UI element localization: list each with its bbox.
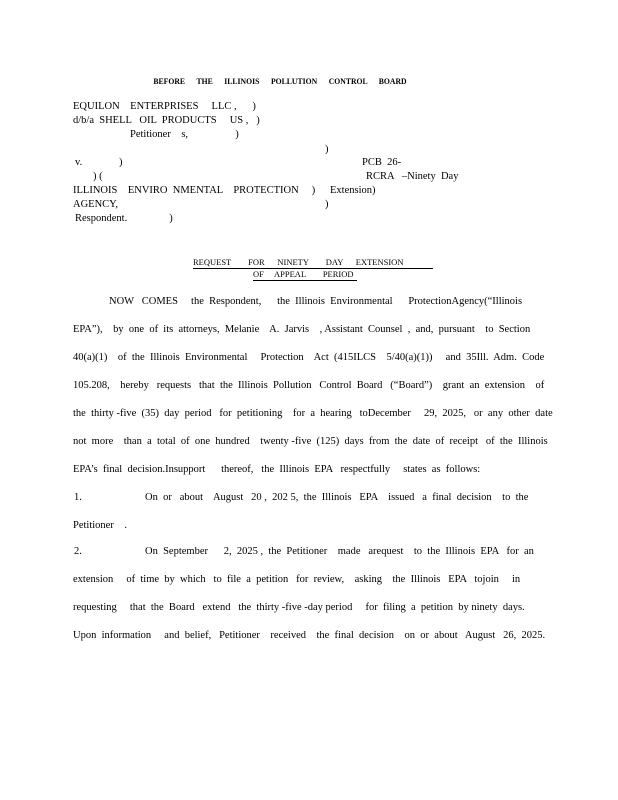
body-line: 105.208, hereby requests that the Illinois Pollution Control Board (“Board”) grant an extension of xyxy=(73,380,545,391)
title-line-2: OF APPEAL PERIOD xyxy=(253,268,357,281)
caption-divider-paren: ) xyxy=(325,144,329,155)
paragraph-number: 1. xyxy=(74,492,82,503)
caption-case-type: RCRA –Ninety Day xyxy=(366,171,459,182)
caption-case-number: PCB 26- xyxy=(362,157,402,168)
caption-respondent-label: Respondent. ) xyxy=(75,213,173,224)
title-line-1: REQUEST FOR NINETY DAY EXTENSION xyxy=(193,256,433,269)
body-line: 40(a)(1) of the Illinois Environmental Protection Act (415ILCS 5/40(a)(1)) and 35Ill. Adm. Code xyxy=(73,352,545,363)
body-line: requesting that the Board extend the thirty -five -day period for filing a petition by ninety days. xyxy=(73,602,525,613)
body-line: Upon information and belief, Petitioner received the final decision on or about August 26, 2025. xyxy=(73,630,546,641)
paragraph-number: 2. xyxy=(74,546,82,557)
body-line: the thirty -five (35) day period for petitioning for a hearing toDecember 29, 2025, or any other date xyxy=(73,408,553,419)
caption-case-extension: Extension) xyxy=(330,185,376,196)
body-line: NOW COMES the Respondent, the Illinois Environmental ProtectionAgency(“Illinois xyxy=(109,296,523,307)
caption-party-line-2: d/b/a SHELL OIL PRODUCTS US , ) xyxy=(73,115,260,126)
caption-petitioner-label: Petitioner s, ) xyxy=(130,129,239,140)
caption-versus: v. ) xyxy=(75,157,123,168)
body-line: On or about August 20 , 202 5, the Illinois EPA issued a final decision to the xyxy=(145,492,529,503)
caption-agency-line-2: AGENCY, xyxy=(73,199,119,210)
court-heading: BEFORE THE ILLINOIS POLLUTION CONTROL BOARD xyxy=(153,76,407,86)
body-line: EPA”), by one of its attorneys, Melanie A. Jarvis , Assistant Counsel , and, pursuant to Section xyxy=(73,324,531,335)
caption-divider-paren-2: ) xyxy=(325,199,329,210)
caption-party-line-1: EQUILON ENTERPRISES LLC , ) xyxy=(73,101,256,112)
body-line: On September 2, 2025 , the Petitioner made arequest to the Illinois EPA for an xyxy=(145,546,534,557)
body-line: extension of time by which to file a petition for review, asking the Illinois EPA tojoin in xyxy=(73,574,521,585)
body-line: not more than a total of one hundred twenty -five (125) days from the date of receipt of the Illinois xyxy=(73,436,548,447)
body-line: Petitioner . xyxy=(73,520,127,531)
caption-paren-line: ) ( xyxy=(93,171,103,182)
caption-agency-line-1: ILLINOIS ENVIRO NMENTAL PROTECTION ) xyxy=(73,185,316,196)
body-line: EPA’s final decision.Insupport thereof, the Illinois EPA respectfully states as follows: xyxy=(73,464,481,475)
